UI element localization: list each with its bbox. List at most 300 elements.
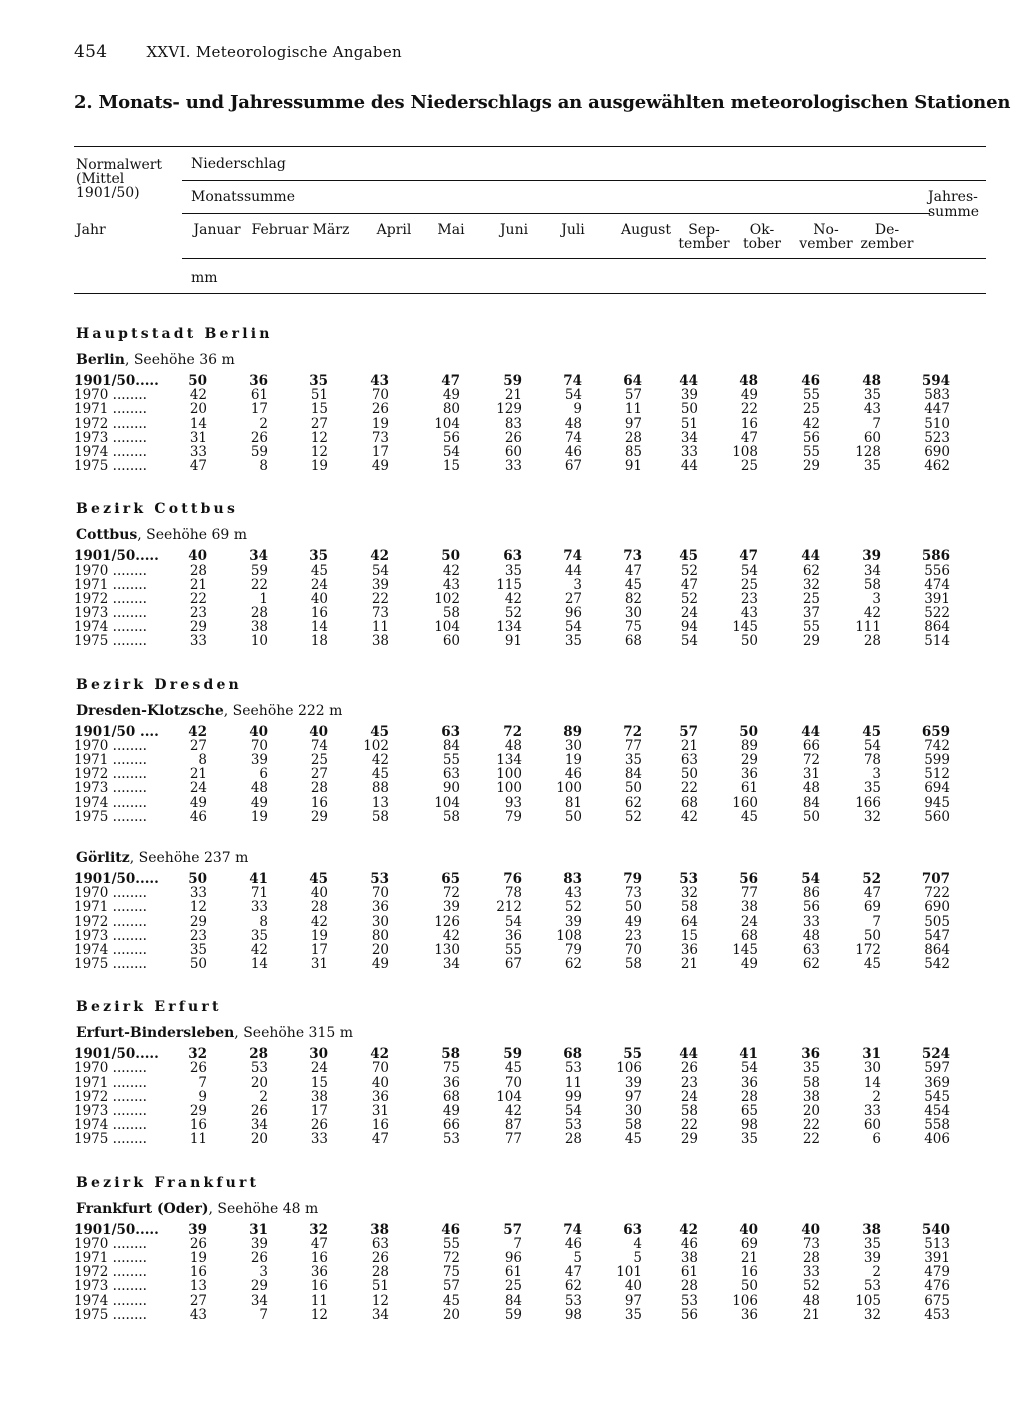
year-cell: 1971 ........ bbox=[74, 577, 147, 592]
value-cell: 15 bbox=[310, 1074, 328, 1091]
value-cell: 42 bbox=[442, 562, 460, 579]
value-cell: 52 bbox=[862, 870, 881, 887]
value-cell: 8 bbox=[259, 913, 268, 930]
station-elevation: , Seehöhe 315 m bbox=[234, 1025, 354, 1042]
value-cell: 19 bbox=[310, 927, 328, 944]
annual-sum-cell: 594 bbox=[921, 373, 950, 389]
value-cell: 46 bbox=[564, 1235, 582, 1252]
year-cell: 1901/50..... bbox=[74, 549, 159, 564]
year-cell: 1975 ........ bbox=[74, 957, 147, 972]
value-cell: 78 bbox=[863, 752, 881, 768]
value-cell: 84 bbox=[624, 766, 642, 783]
value-cell: 29 bbox=[189, 1103, 207, 1119]
header-bottom-rule bbox=[74, 293, 986, 294]
value-cell: 53 bbox=[564, 1292, 582, 1309]
value-cell: 50 bbox=[802, 808, 820, 825]
value-cell: 42 bbox=[442, 927, 460, 944]
jahressumme-label: Jahres- bbox=[928, 189, 978, 205]
annual-sum-cell: 864 bbox=[924, 619, 950, 636]
value-cell: 16 bbox=[740, 415, 758, 432]
annual-sum-cell: 694 bbox=[924, 780, 950, 797]
annual-sum-cell: 479 bbox=[924, 1264, 950, 1281]
year-cell: 1970 ........ bbox=[74, 886, 147, 901]
value-cell: 46 bbox=[564, 443, 582, 460]
value-cell: 44 bbox=[801, 548, 820, 565]
value-cell: 46 bbox=[680, 1235, 698, 1252]
value-cell: 52 bbox=[802, 1278, 820, 1295]
niederschlag-rule bbox=[182, 180, 986, 181]
value-cell: 60 bbox=[863, 429, 881, 446]
value-cell: 84 bbox=[504, 1292, 522, 1309]
value-cell: 12 bbox=[371, 1292, 389, 1309]
value-cell: 26 bbox=[504, 429, 522, 446]
value-cell: 27 bbox=[564, 590, 582, 607]
value-cell: 68 bbox=[680, 794, 698, 811]
value-cell: 55 bbox=[802, 619, 820, 636]
year-cell: 1975 ........ bbox=[74, 1307, 147, 1322]
bezirk-label: Hauptstadt Berlin bbox=[76, 326, 273, 342]
value-cell: 97 bbox=[624, 1088, 642, 1105]
value-cell: 102 bbox=[363, 737, 389, 754]
value-cell: 100 bbox=[496, 766, 522, 783]
value-cell: 46 bbox=[189, 808, 207, 825]
value-cell: 33 bbox=[802, 913, 820, 930]
station-label bbox=[76, 1201, 318, 1217]
value-cell: 34 bbox=[249, 548, 268, 565]
value-cell: 84 bbox=[442, 737, 460, 754]
value-cell: 91 bbox=[624, 458, 642, 475]
table-row bbox=[0, 739, 1024, 753]
annual-sum-cell: 583 bbox=[924, 387, 950, 404]
month-header: März bbox=[312, 222, 350, 238]
value-cell: 43 bbox=[740, 605, 758, 622]
value-cell: 72 bbox=[442, 1249, 460, 1266]
value-cell: 13 bbox=[371, 794, 389, 811]
value-cell: 100 bbox=[496, 780, 522, 797]
table-row bbox=[0, 620, 1024, 634]
annual-sum-cell: 547 bbox=[924, 927, 950, 944]
value-cell: 17 bbox=[250, 401, 268, 418]
year-cell: 1970 ........ bbox=[74, 1236, 147, 1251]
value-cell: 54 bbox=[740, 1060, 758, 1077]
value-cell: 45 bbox=[863, 956, 881, 973]
value-cell: 57 bbox=[624, 387, 642, 404]
value-cell: 126 bbox=[434, 913, 460, 930]
annual-sum-cell: 690 bbox=[924, 899, 950, 916]
value-cell: 104 bbox=[434, 619, 460, 636]
value-cell: 61 bbox=[740, 780, 758, 797]
table-row bbox=[0, 1076, 1024, 1090]
value-cell: 27 bbox=[310, 415, 328, 432]
value-cell: 49 bbox=[740, 387, 758, 404]
value-cell: 45 bbox=[679, 548, 698, 565]
value-cell: 68 bbox=[624, 633, 642, 650]
station-name: Dresden-Klotzsche bbox=[76, 702, 224, 719]
value-cell: 46 bbox=[801, 373, 820, 389]
value-cell: 172 bbox=[855, 941, 881, 958]
value-cell: 50 bbox=[680, 401, 698, 418]
value-cell: 77 bbox=[504, 1131, 522, 1148]
year-cell: 1973 ........ bbox=[74, 781, 147, 796]
annual-sum-cell: 512 bbox=[924, 766, 950, 783]
value-cell: 59 bbox=[503, 373, 522, 389]
value-cell: 68 bbox=[442, 1088, 460, 1105]
value-cell: 54 bbox=[863, 737, 881, 754]
unit-rule bbox=[182, 258, 986, 259]
value-cell: 53 bbox=[679, 870, 698, 887]
value-cell: 29 bbox=[189, 619, 207, 636]
value-cell: 14 bbox=[189, 415, 207, 432]
value-cell: 36 bbox=[249, 373, 268, 389]
year-cell: 1973 ........ bbox=[74, 606, 147, 621]
value-cell: 42 bbox=[504, 590, 522, 607]
value-cell: 88 bbox=[371, 780, 389, 797]
value-cell: 97 bbox=[624, 1292, 642, 1309]
value-cell: 34 bbox=[680, 429, 698, 446]
value-cell: 21 bbox=[189, 766, 207, 783]
value-cell: 54 bbox=[801, 870, 820, 887]
value-cell: 50 bbox=[624, 780, 642, 797]
value-cell: 35 bbox=[564, 633, 582, 650]
value-cell: 53 bbox=[250, 1060, 268, 1077]
value-cell: 51 bbox=[680, 415, 698, 432]
value-cell: 48 bbox=[504, 737, 522, 754]
value-cell: 45 bbox=[740, 808, 758, 825]
value-cell: 47 bbox=[371, 1131, 389, 1148]
value-cell: 42 bbox=[679, 1221, 698, 1238]
value-cell: 98 bbox=[564, 1306, 582, 1323]
annual-sum-cell: 522 bbox=[924, 605, 950, 622]
value-cell: 35 bbox=[624, 752, 642, 768]
value-cell: 33 bbox=[189, 633, 207, 650]
value-cell: 50 bbox=[739, 723, 758, 740]
value-cell: 75 bbox=[442, 1060, 460, 1077]
top-rule bbox=[74, 146, 986, 147]
value-cell: 45 bbox=[862, 723, 881, 740]
value-cell: 14 bbox=[863, 1074, 881, 1091]
year-cell: 1971 ........ bbox=[74, 900, 147, 915]
month-header: April bbox=[376, 222, 412, 238]
value-cell: 39 bbox=[680, 387, 698, 404]
value-cell: 40 bbox=[801, 1221, 820, 1238]
value-cell: 20 bbox=[250, 1131, 268, 1148]
value-cell: 102 bbox=[434, 590, 460, 607]
year-cell: 1901/50..... bbox=[74, 374, 159, 388]
value-cell: 33 bbox=[802, 1264, 820, 1281]
annual-sum-cell: 586 bbox=[921, 548, 950, 565]
value-cell: 49 bbox=[740, 956, 758, 973]
value-cell: 26 bbox=[371, 1249, 389, 1266]
value-cell: 63 bbox=[442, 766, 460, 783]
value-cell: 96 bbox=[504, 1249, 522, 1266]
table-row bbox=[0, 915, 1024, 929]
station-label bbox=[76, 527, 247, 543]
value-cell: 62 bbox=[802, 562, 820, 579]
table-row-mean bbox=[0, 1047, 1024, 1061]
value-cell: 29 bbox=[680, 1131, 698, 1148]
value-cell: 130 bbox=[434, 941, 460, 958]
value-cell: 35 bbox=[740, 1131, 758, 1148]
value-cell: 49 bbox=[189, 794, 207, 811]
bezirk-label: Bezirk Frankfurt bbox=[76, 1174, 260, 1191]
value-cell: 21 bbox=[189, 576, 207, 593]
value-cell: 83 bbox=[563, 870, 582, 887]
value-cell: 54 bbox=[740, 562, 758, 579]
value-cell: 47 bbox=[564, 1264, 582, 1281]
table-row bbox=[0, 592, 1024, 606]
value-cell: 28 bbox=[250, 605, 268, 622]
value-cell: 63 bbox=[680, 752, 698, 768]
annual-sum-cell: 454 bbox=[924, 1103, 950, 1119]
value-cell: 36 bbox=[740, 1306, 758, 1323]
value-cell: 60 bbox=[504, 443, 522, 460]
table-row-mean bbox=[0, 872, 1024, 886]
year-cell: 1972 ........ bbox=[74, 767, 147, 782]
value-cell: 52 bbox=[504, 605, 522, 622]
value-cell: 3 bbox=[872, 590, 881, 607]
value-cell: 70 bbox=[371, 885, 389, 902]
value-cell: 99 bbox=[564, 1088, 582, 1105]
value-cell: 22 bbox=[680, 1117, 698, 1134]
value-cell: 12 bbox=[310, 443, 328, 460]
value-cell: 34 bbox=[442, 956, 460, 973]
table-row bbox=[0, 900, 1024, 914]
value-cell: 58 bbox=[442, 605, 460, 622]
value-cell: 82 bbox=[624, 590, 642, 607]
value-cell: 50 bbox=[441, 548, 460, 565]
value-cell: 44 bbox=[680, 458, 698, 475]
annual-sum-cell: 690 bbox=[924, 443, 950, 460]
value-cell: 47 bbox=[740, 429, 758, 446]
value-cell: 33 bbox=[680, 443, 698, 460]
station-name: Görlitz bbox=[76, 849, 130, 866]
value-cell: 39 bbox=[250, 752, 268, 768]
value-cell: 10 bbox=[250, 633, 268, 650]
station-label bbox=[76, 850, 248, 866]
value-cell: 69 bbox=[740, 1235, 758, 1252]
value-cell: 89 bbox=[740, 737, 758, 754]
value-cell: 23 bbox=[189, 927, 207, 944]
value-cell: 42 bbox=[371, 752, 389, 768]
month-header: tober bbox=[743, 236, 781, 252]
value-cell: 28 bbox=[371, 1264, 389, 1281]
page-number: 454 bbox=[74, 42, 108, 62]
annual-sum-cell: 391 bbox=[924, 1249, 950, 1266]
jahressumme-label: summe bbox=[928, 204, 980, 220]
value-cell: 32 bbox=[863, 808, 881, 825]
annual-sum-cell: 447 bbox=[924, 401, 950, 418]
value-cell: 70 bbox=[624, 941, 642, 958]
value-cell: 41 bbox=[249, 870, 268, 887]
value-cell: 56 bbox=[680, 1306, 698, 1323]
year-cell: 1970 ........ bbox=[74, 738, 147, 753]
value-cell: 40 bbox=[309, 723, 328, 740]
station-label bbox=[76, 352, 235, 368]
station-heading bbox=[0, 846, 1024, 872]
value-cell: 212 bbox=[496, 899, 522, 916]
value-cell: 48 bbox=[564, 415, 582, 432]
value-cell: 26 bbox=[250, 1249, 268, 1266]
value-cell: 101 bbox=[616, 1264, 642, 1281]
value-cell: 6 bbox=[259, 766, 268, 783]
value-cell: 43 bbox=[370, 373, 389, 389]
value-cell: 35 bbox=[624, 1306, 642, 1323]
value-cell: 75 bbox=[624, 619, 642, 636]
value-cell: 29 bbox=[802, 633, 820, 650]
value-cell: 22 bbox=[740, 401, 758, 418]
station-heading bbox=[0, 699, 1024, 725]
normalwert-label: Normalwert bbox=[76, 157, 163, 173]
value-cell: 34 bbox=[863, 562, 881, 579]
station-name: Berlin bbox=[76, 352, 125, 368]
value-cell: 23 bbox=[740, 590, 758, 607]
value-cell: 1 bbox=[259, 590, 268, 607]
value-cell: 38 bbox=[250, 619, 268, 636]
value-cell: 35 bbox=[863, 458, 881, 475]
year-cell: 1970 ........ bbox=[74, 1061, 147, 1076]
value-cell: 2 bbox=[259, 415, 268, 432]
value-cell: 52 bbox=[564, 899, 582, 916]
value-cell: 29 bbox=[310, 808, 328, 825]
value-cell: 31 bbox=[802, 766, 820, 783]
value-cell: 19 bbox=[250, 808, 268, 825]
value-cell: 105 bbox=[855, 1292, 881, 1309]
value-cell: 45 bbox=[624, 1131, 642, 1148]
value-cell: 58 bbox=[371, 808, 389, 825]
annual-sum-cell: 476 bbox=[924, 1278, 950, 1295]
value-cell: 62 bbox=[564, 1278, 582, 1295]
value-cell: 11 bbox=[371, 619, 389, 636]
value-cell: 47 bbox=[189, 458, 207, 475]
value-cell: 24 bbox=[680, 605, 698, 622]
value-cell: 60 bbox=[863, 1117, 881, 1134]
value-cell: 45 bbox=[310, 562, 328, 579]
annual-sum-cell: 513 bbox=[924, 1235, 950, 1252]
value-cell: 73 bbox=[623, 548, 642, 565]
value-cell: 25 bbox=[740, 576, 758, 593]
year-cell: 1972 ........ bbox=[74, 416, 147, 431]
value-cell: 58 bbox=[863, 576, 881, 593]
value-cell: 42 bbox=[370, 548, 389, 565]
table-row bbox=[0, 1104, 1024, 1118]
annual-sum-cell: 659 bbox=[921, 723, 950, 740]
month-header: Juli bbox=[561, 222, 585, 238]
value-cell: 56 bbox=[802, 429, 820, 446]
value-cell: 65 bbox=[740, 1103, 758, 1119]
table-row bbox=[0, 810, 1024, 824]
value-cell: 26 bbox=[250, 1103, 268, 1119]
value-cell: 128 bbox=[855, 443, 881, 460]
table-row bbox=[0, 402, 1024, 416]
value-cell: 160 bbox=[732, 794, 758, 811]
value-cell: 20 bbox=[802, 1103, 820, 1119]
value-cell: 94 bbox=[680, 619, 698, 636]
annual-sum-cell: 597 bbox=[924, 1060, 950, 1077]
value-cell: 14 bbox=[250, 956, 268, 973]
value-cell: 24 bbox=[740, 913, 758, 930]
value-cell: 50 bbox=[863, 927, 881, 944]
value-cell: 36 bbox=[680, 941, 698, 958]
value-cell: 31 bbox=[189, 429, 207, 446]
value-cell: 50 bbox=[188, 373, 207, 389]
year-cell: 1971 ........ bbox=[74, 402, 147, 417]
value-cell: 108 bbox=[732, 443, 758, 460]
value-cell: 70 bbox=[504, 1074, 522, 1091]
value-cell: 26 bbox=[680, 1060, 698, 1077]
value-cell: 67 bbox=[564, 458, 582, 475]
value-cell: 24 bbox=[189, 780, 207, 797]
table-row bbox=[0, 388, 1024, 402]
year-cell: 1901/50 .... bbox=[74, 724, 159, 739]
value-cell: 3 bbox=[259, 1264, 268, 1281]
bezirk-heading bbox=[0, 320, 1024, 348]
value-cell: 58 bbox=[624, 1117, 642, 1134]
value-cell: 33 bbox=[310, 1131, 328, 1148]
year-cell: 1973 ........ bbox=[74, 1104, 147, 1118]
value-cell: 104 bbox=[434, 415, 460, 432]
value-cell: 51 bbox=[371, 1278, 389, 1295]
value-cell: 7 bbox=[513, 1235, 522, 1252]
value-cell: 45 bbox=[504, 1060, 522, 1077]
value-cell: 45 bbox=[370, 723, 389, 740]
value-cell: 72 bbox=[623, 723, 642, 740]
table-row bbox=[0, 417, 1024, 431]
value-cell: 54 bbox=[371, 562, 389, 579]
value-cell: 28 bbox=[189, 562, 207, 579]
value-cell: 106 bbox=[616, 1060, 642, 1077]
value-cell: 34 bbox=[250, 1292, 268, 1309]
value-cell: 9 bbox=[198, 1088, 207, 1105]
annual-sum-cell: 505 bbox=[924, 913, 950, 930]
value-cell: 46 bbox=[441, 1221, 460, 1238]
table-row bbox=[0, 886, 1024, 900]
value-cell: 28 bbox=[564, 1131, 582, 1148]
table-title: 2. Monats- und Jahressumme des Niederschlags an ausgewählten meteorologischen Stationen bbox=[74, 92, 1011, 113]
annual-sum-cell: 864 bbox=[924, 941, 950, 958]
value-cell: 47 bbox=[624, 562, 642, 579]
annual-sum-cell: 599 bbox=[924, 752, 950, 768]
station-elevation: , Seehöhe 48 m bbox=[208, 1200, 319, 1217]
value-cell: 50 bbox=[680, 766, 698, 783]
value-cell: 42 bbox=[863, 605, 881, 622]
table-row bbox=[0, 1237, 1024, 1251]
value-cell: 12 bbox=[189, 899, 207, 916]
year-cell: 1974 ........ bbox=[74, 444, 147, 459]
value-cell: 61 bbox=[504, 1264, 522, 1281]
annual-sum-cell: 540 bbox=[921, 1221, 950, 1238]
value-cell: 46 bbox=[564, 766, 582, 783]
bezirk-label: Bezirk Dresden bbox=[76, 676, 242, 693]
value-cell: 72 bbox=[442, 885, 460, 902]
table-row bbox=[0, 1132, 1024, 1146]
value-cell: 44 bbox=[801, 723, 820, 740]
annual-sum-cell: 462 bbox=[924, 458, 950, 475]
value-cell: 53 bbox=[564, 1060, 582, 1077]
value-cell: 42 bbox=[370, 1046, 389, 1063]
value-cell: 54 bbox=[504, 913, 522, 930]
value-cell: 12 bbox=[310, 1306, 328, 1323]
station-elevation: , Seehöhe 36 m bbox=[124, 352, 235, 368]
value-cell: 17 bbox=[310, 941, 328, 958]
value-cell: 59 bbox=[250, 443, 268, 460]
value-cell: 58 bbox=[680, 899, 698, 916]
value-cell: 98 bbox=[740, 1117, 758, 1134]
annual-sum-cell: 510 bbox=[924, 415, 950, 432]
monatssumme-label: Monatssumme bbox=[191, 189, 295, 205]
value-cell: 35 bbox=[504, 562, 522, 579]
value-cell: 42 bbox=[504, 1103, 522, 1119]
value-cell: 61 bbox=[250, 387, 268, 404]
